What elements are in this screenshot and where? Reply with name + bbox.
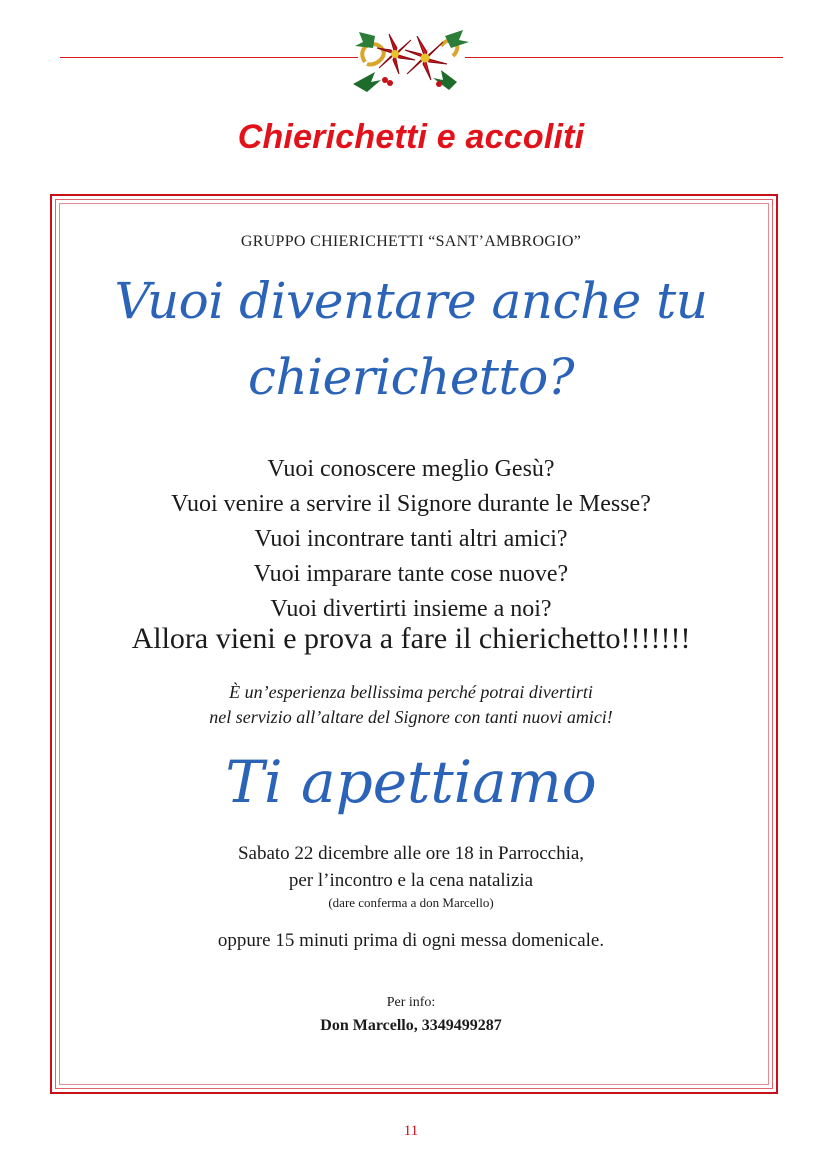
experience-note-line-1: È un’esperienza bellissima perché potrai divertirti xyxy=(229,682,593,702)
header-rule-right xyxy=(465,57,783,58)
question-item: Vuoi venire a servire il Signore durante le Messe? xyxy=(171,491,651,517)
poinsettia-icon xyxy=(345,22,475,94)
event-confirmation-note: (dare conferma a don Marcello) xyxy=(328,895,494,910)
headline-line-2: chierichetto? xyxy=(247,348,575,406)
info-contact: Don Marcello, 3349499287 xyxy=(320,1017,502,1034)
event-details xyxy=(0,840,822,911)
event-description: per l’incontro e la cena natalizia xyxy=(288,870,534,891)
headline-line-1: Vuoi diventare anche tu xyxy=(114,272,708,330)
info-label: Per info: xyxy=(386,995,436,1010)
alternative-time: oppure 15 minuti prima di ogni messa domenicale. xyxy=(217,930,605,951)
call-to-action: Allora vieni e prova a fare il chierichetto!!!!!!! xyxy=(131,622,691,655)
group-name: GRUPPO CHIERICHETTI “SANT’AMBROGIO” xyxy=(240,233,582,250)
question-item: Vuoi imparare tante cose nuove? xyxy=(253,561,569,587)
page-number: 11 xyxy=(403,1123,419,1139)
section-title: Chierichetti e accoliti xyxy=(237,118,585,156)
question-list xyxy=(0,452,822,627)
question-item: Vuoi conoscere meglio Gesù? xyxy=(267,456,555,482)
event-date: Sabato 22 dicembre alle ore 18 in Parrocchia, xyxy=(237,843,585,864)
experience-note-line-2: nel servizio all’altare del Signore con tanti nuovi amici! xyxy=(209,707,613,727)
question-item: Vuoi divertirti insieme a noi? xyxy=(270,596,552,622)
question-item: Vuoi incontrare tanti altri amici? xyxy=(254,526,568,552)
experience-note xyxy=(0,680,822,730)
waiting-headline: Ti apettiamo xyxy=(225,748,597,816)
header-rule-left xyxy=(60,57,358,58)
